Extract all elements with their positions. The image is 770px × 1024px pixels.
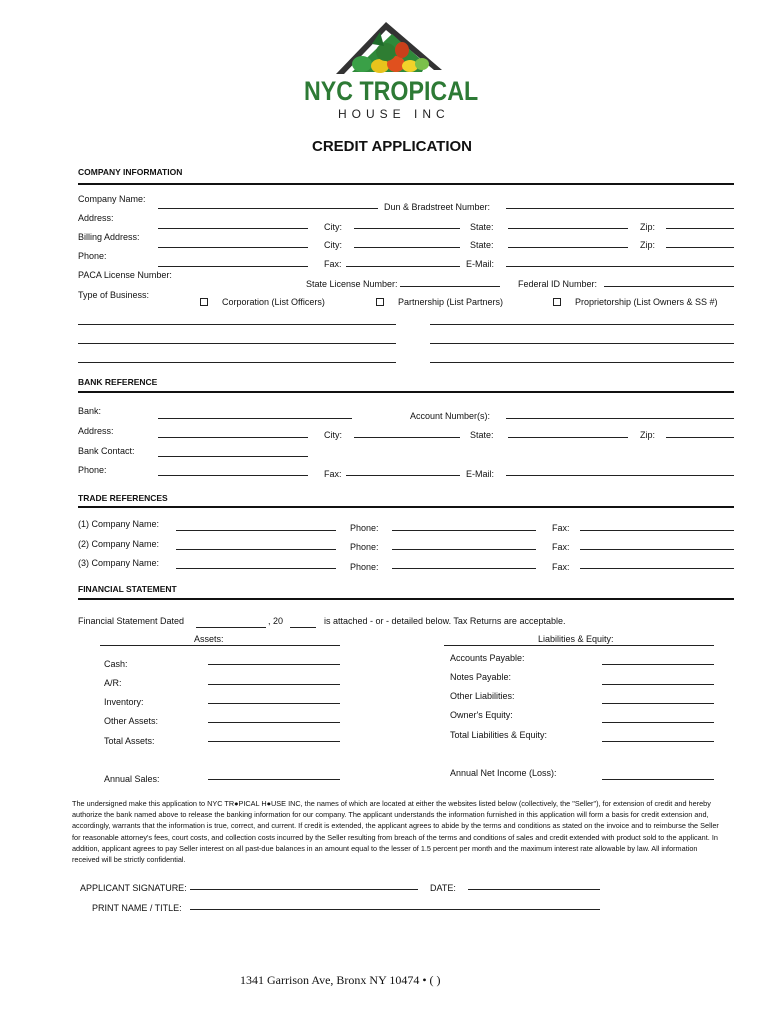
officer-line-3b[interactable] [430, 362, 734, 363]
bank-email-field[interactable] [506, 475, 734, 476]
annual-net-income-field[interactable] [602, 779, 714, 780]
trade-company-field[interactable] [176, 568, 336, 569]
bank-contact-label: Bank Contact: [78, 446, 135, 456]
trade-phone-field[interactable] [392, 568, 536, 569]
inventory-field[interactable] [208, 703, 340, 704]
trade-fax-label: Fax: [552, 542, 570, 552]
total-liabilities-label: Total Liabilities & Equity: [450, 730, 548, 740]
phone-label: Phone: [78, 251, 107, 261]
trade-fax-label: Fax: [552, 562, 570, 572]
print-name-field[interactable] [190, 909, 600, 910]
divider [78, 183, 734, 185]
signature-field[interactable] [190, 889, 418, 890]
trade-company-field[interactable] [176, 549, 336, 550]
proprietorship-option-label: Proprietorship (List Owners & SS #) [575, 297, 718, 307]
bank-field[interactable] [158, 418, 352, 419]
state-license-field[interactable] [400, 286, 500, 287]
phone-field[interactable] [158, 266, 308, 267]
statement-attached-text: is attached - or - detailed below. Tax Returns are acceptable. [324, 616, 566, 626]
notes-payable-field[interactable] [602, 684, 714, 685]
trade-phone-label: Phone: [350, 542, 379, 552]
section-header-company: COMPANY INFORMATION [78, 167, 183, 177]
logo-subtitle: HOUSE INC [338, 107, 450, 121]
bank-zip-label: Zip: [640, 430, 656, 440]
trade-company-field[interactable] [176, 530, 336, 531]
signature-label: APPLICANT SIGNATURE: [80, 883, 187, 893]
statement-year-label: , 20 [268, 616, 284, 626]
state-label: State: [470, 222, 494, 232]
other-assets-field[interactable] [208, 722, 340, 723]
total-liabilities-field[interactable] [602, 741, 714, 742]
liabilities-header: Liabilities & Equity: [538, 634, 614, 644]
bank-contact-field[interactable] [158, 456, 308, 457]
billing-state-label: State: [470, 240, 494, 250]
partnership-option-label: Partnership (List Partners) [398, 297, 504, 307]
state-license-label: State License Number: [306, 279, 398, 289]
statement-dated-label: Financial Statement Dated [78, 616, 185, 626]
bank-state-label: State: [470, 430, 494, 440]
billing-city-label: City: [324, 240, 342, 250]
federal-id-label: Federal ID Number: [518, 279, 598, 289]
account-numbers-label: Account Number(s): [410, 411, 491, 421]
company-name-field[interactable] [158, 208, 378, 209]
footer-address: 1341 Garrison Ave, Bronx NY 10474 • ( ) [240, 973, 441, 987]
address-label: Address: [78, 213, 114, 223]
paca-label: PACA License Number: [78, 270, 172, 280]
divider [78, 598, 734, 600]
bank-address-label: Address: [78, 426, 114, 436]
bank-phone-field[interactable] [158, 475, 308, 476]
trade-company-label: (3) Company Name: [78, 558, 160, 568]
corporation-option-label: Corporation (List Officers) [222, 297, 325, 307]
zip-label: Zip: [640, 222, 656, 232]
bank-state-field[interactable] [508, 437, 628, 438]
ar-label: A/R: [104, 678, 122, 688]
officer-line-2b[interactable] [430, 343, 734, 344]
divider [78, 391, 734, 393]
email-label: E-Mail: [466, 259, 495, 269]
agreement-text: The undersigned make this application to NYC TR●PICAL H●USE INC, the names of which are located at either the websites listed below (collectively, the "Seller"), for extension of credit and hereby authorize the bank named above to release the banking information for our company. The applicant understands the information furnished in this application will form a basis for credit extension and, accordingly, warrants that the information is true, correct, and current. If credit is extended, the applicant agrees to abide by the terms and conditions as stated on the invoice and to reimburse the Seller for reasonable attorney's fees, court costs, and collection costs incurred by the Seller resulting from breach of the terms and conditions of sales and credit extended with product sold to the applicant. In addition, applicant agrees to pay Seller interest on all past-due balances in an amount equal to the lesser of 1.5 percent per month and the maximum interest rate allowable by law. All information received will be strictly confidential. [72, 799, 719, 865]
zip-field[interactable] [666, 228, 734, 229]
inventory-label: Inventory: [104, 697, 144, 707]
total-assets-label: Total Assets: [104, 736, 155, 746]
cash-field[interactable] [208, 664, 340, 665]
corporation-checkbox[interactable] [200, 298, 208, 306]
billing-city-field[interactable] [354, 247, 460, 248]
date-label: DATE: [430, 883, 456, 893]
trade-phone-label: Phone: [350, 562, 379, 572]
bank-label: Bank: [78, 406, 102, 416]
account-numbers-field[interactable] [506, 418, 734, 419]
annual-sales-label: Annual Sales: [104, 774, 160, 784]
trade-company-label: (1) Company Name: [78, 519, 160, 529]
assets-header: Assets: [194, 634, 224, 644]
trade-fax-label: Fax: [552, 523, 570, 533]
cash-label: Cash: [104, 659, 128, 669]
bank-city-field[interactable] [354, 437, 460, 438]
officer-line-2a[interactable] [78, 343, 396, 344]
partnership-checkbox[interactable] [376, 298, 384, 306]
fax-field[interactable] [346, 266, 460, 267]
company-name-label: Company Name: [78, 194, 146, 204]
accounts-payable-label: Accounts Payable: [450, 653, 525, 663]
federal-id-field[interactable] [604, 286, 734, 287]
statement-year-field[interactable] [290, 627, 316, 628]
officer-line-1b[interactable] [430, 324, 734, 325]
bank-fax-field[interactable] [346, 475, 460, 476]
billing-address-field[interactable] [158, 247, 308, 248]
dun-bradstreet-label: Dun & Bradstreet Number: [384, 202, 491, 212]
other-liabilities-label: Other Liabilities: [450, 691, 515, 701]
trade-phone-label: Phone: [350, 523, 379, 533]
divider [78, 506, 734, 508]
bank-address-field[interactable] [158, 437, 308, 438]
logo-name: NYC TROPICAL [304, 76, 479, 106]
officer-line-1a[interactable] [78, 324, 396, 325]
section-header-bank: BANK REFERENCE [78, 377, 158, 387]
dun-bradstreet-field[interactable] [506, 208, 734, 209]
fax-label: Fax: [324, 259, 342, 269]
billing-zip-field[interactable] [666, 247, 734, 248]
billing-state-field[interactable] [508, 247, 628, 248]
accounts-payable-field[interactable] [602, 664, 714, 665]
print-name-label: PRINT NAME / TITLE: [92, 903, 182, 913]
type-of-business-label: Type of Business: [78, 290, 150, 300]
ar-field[interactable] [208, 684, 340, 685]
date-field[interactable] [468, 889, 600, 890]
trade-company-label: (2) Company Name: [78, 539, 160, 549]
trade-phone-field[interactable] [392, 530, 536, 531]
section-header-trade: TRADE REFERENCES [78, 493, 168, 503]
page-title: CREDIT APPLICATION [312, 138, 472, 155]
bank-email-label: E-Mail: [466, 469, 495, 479]
notes-payable-label: Notes Payable: [450, 672, 512, 682]
officer-line-3a[interactable] [78, 362, 396, 363]
trade-fax-field[interactable] [580, 549, 734, 550]
assets-header-rule [100, 645, 340, 646]
trade-fax-field[interactable] [580, 530, 734, 531]
liabilities-header-rule [444, 645, 714, 646]
trade-phone-field[interactable] [392, 549, 536, 550]
annual-net-income-label: Annual Net Income (Loss): [450, 768, 557, 778]
bank-fax-label: Fax: [324, 469, 342, 479]
bank-zip-field[interactable] [666, 437, 734, 438]
email-field[interactable] [506, 266, 734, 267]
bank-city-label: City: [324, 430, 342, 440]
proprietorship-checkbox[interactable] [553, 298, 561, 306]
state-field[interactable] [508, 228, 628, 229]
section-header-financial: FINANCIAL STATEMENT [78, 584, 177, 594]
trade-fax-field[interactable] [580, 568, 734, 569]
other-liabilities-field[interactable] [602, 703, 714, 704]
billing-address-label: Billing Address: [78, 232, 140, 242]
owners-equity-label: Owner's Equity: [450, 710, 513, 720]
bank-phone-label: Phone: [78, 465, 107, 475]
other-assets-label: Other Assets: [104, 716, 159, 726]
statement-date-field[interactable] [196, 627, 266, 628]
city-label: City: [324, 222, 342, 232]
owners-equity-field[interactable] [602, 722, 714, 723]
total-assets-field[interactable] [208, 741, 340, 742]
address-field[interactable] [158, 228, 308, 229]
tropical-fruit-logo-icon [322, 14, 462, 80]
annual-sales-field[interactable] [208, 779, 340, 780]
billing-zip-label: Zip: [640, 240, 656, 250]
city-field[interactable] [354, 228, 460, 229]
